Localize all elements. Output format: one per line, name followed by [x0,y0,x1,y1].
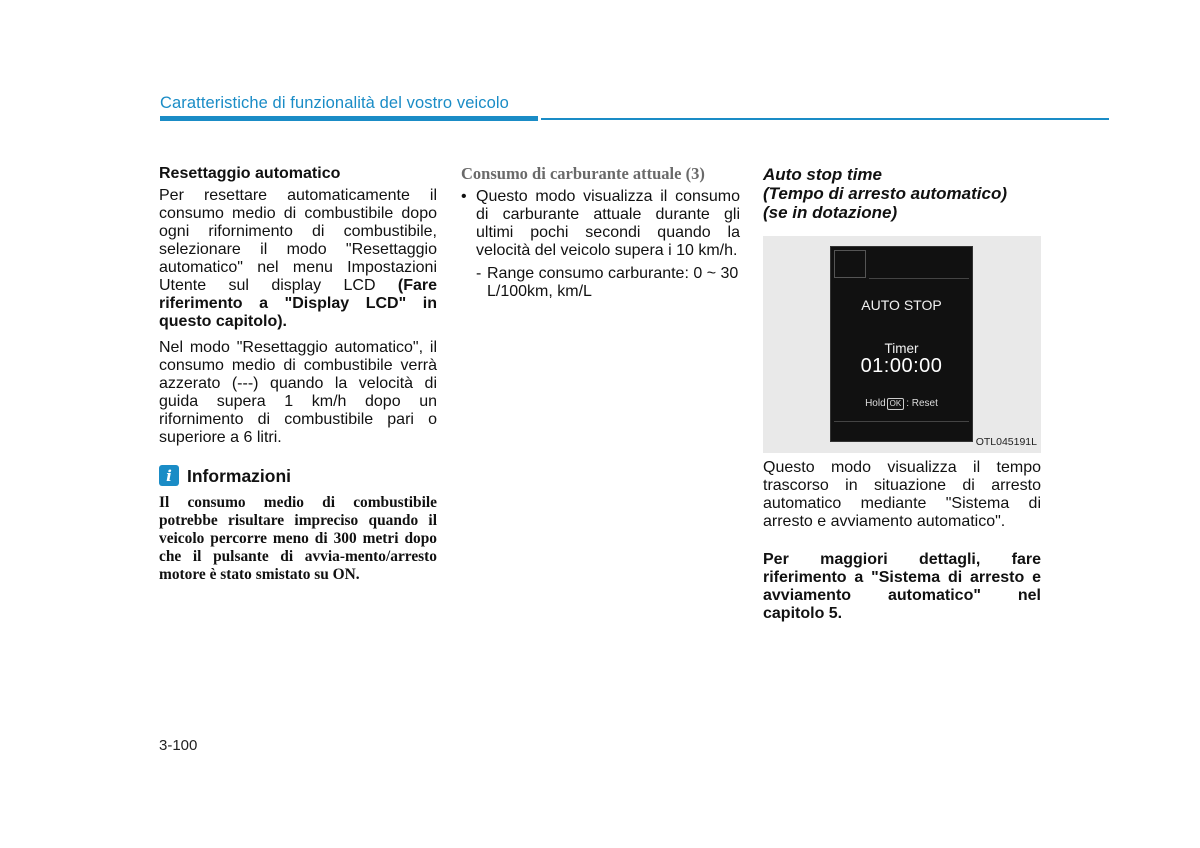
lcd-hold-reset-hint [831,395,972,413]
header-title: Caratteristiche di funzionalità del vostro veicolo [160,94,509,112]
info-title: Informazioni [187,465,292,486]
paragraph-reset-mode: Nel modo "Resettaggio automatico", il consumo medio di combustibile verrà azzerato (---) quando la velocità di guida supera 1 km/h dopo un rifornimento di combustibile pari o superiore a 6 litri. [159,339,437,446]
lcd-screen-title: AUTO STOP [861,297,942,313]
lcd-reset-label: : Reset [906,398,938,409]
bullet-item [461,188,740,260]
bullet-text: Questo modo visualizza il consumo di carburante attuale durante gli ultimi pochi secondi quando la velocità del veicolo supera i 10 km/h. [476,188,740,259]
info-body: Il consumo medio di combustibile potrebbe risultare impreciso quando il veicolo percorre meno di 300 metri dopo che il pulsante di avvia-mento/arresto motore è stato smistato su ON. [159,494,437,583]
section-heading-current-consumption: Consumo di carburante attuale (3) [461,164,705,183]
header-rule-thin [541,118,1109,120]
lcd-icon-box [834,250,866,278]
heading-line-2: (Tempo di arresto automatico) [763,184,1008,203]
sub-text: Range consumo carburante: 0 ~ 30 L/100km, km/L [487,265,739,300]
lcd-top-divider [869,278,969,279]
paragraph-auto-stop-desc: Questo modo visualizza il tempo trascorso in situazione di arresto automatico mediante "Sistema di arresto e avviamento automatico". [763,459,1041,530]
section-heading-auto-stop [763,165,1041,222]
lcd-ok-badge: OK [887,398,905,410]
lcd-timer-value: 01:00:00 [860,355,943,377]
heading-line-3: (se in dotazione) [763,203,898,222]
sub-mark: - [476,265,482,282]
info-icon: i [159,465,179,486]
header-rule-thick [160,116,538,121]
paragraph-reset-text: Per resettare automaticamente il consumo medio di combustibile dopo ogni rifornimento di combustibile, selezionare il modo "Resettaggio automatico" nel menu Impostazioni Utente sul display LCD [159,187,437,294]
page-number: 3-100 [159,737,198,754]
lcd-hold-label: Hold [865,398,886,409]
figure-code: OTL045191L [975,436,1037,448]
info-header [159,465,437,486]
paragraph-reset-reference: (Fare riferimento a "Display LCD" in questo capitolo). [159,277,437,330]
lcd-screen [830,246,973,442]
paragraph-reset-intro [159,187,437,331]
column-right [763,165,1041,623]
lcd-timer-label: Timer [884,341,919,356]
column-left [159,165,437,584]
column-middle [461,165,740,301]
lcd-bottom-divider [834,421,969,422]
lcd-figure [763,236,1041,453]
heading-line-1: Auto stop time [763,165,882,184]
section-heading-reset: Resettaggio automatico [159,165,341,182]
sub-item [461,265,740,301]
paragraph-auto-stop-reference: Per maggiori dettagli, fare riferimento a "Sistema di arresto e avviamento automatico" nel capitolo 5. [763,551,1041,622]
bullet-mark: • [461,188,467,205]
